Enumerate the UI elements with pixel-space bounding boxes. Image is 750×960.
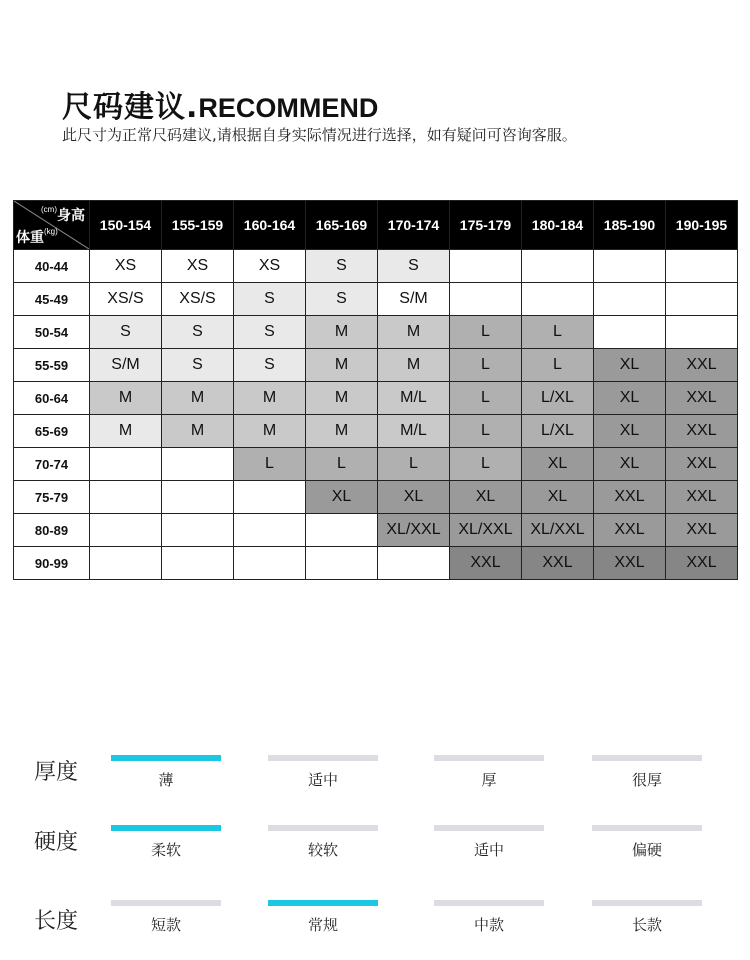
size-cell: M xyxy=(234,382,306,415)
height-label-text: 身高 xyxy=(57,207,85,223)
size-cell: XS/S xyxy=(162,283,234,316)
attribute-bar-selected xyxy=(111,825,221,831)
attribute-bar xyxy=(592,755,702,761)
size-cell: M/L xyxy=(378,382,450,415)
size-cell: L xyxy=(522,316,594,349)
size-cell: M xyxy=(234,415,306,448)
table-row xyxy=(14,316,738,349)
size-cell: S xyxy=(306,250,378,283)
size-cell: XXL xyxy=(666,382,738,415)
table-row xyxy=(14,250,738,283)
size-cell: L xyxy=(450,316,522,349)
attribute-option-label: 很厚 xyxy=(631,771,662,789)
size-cell: XS xyxy=(234,250,306,283)
size-cell: L xyxy=(450,382,522,415)
size-cell xyxy=(162,481,234,514)
size-cell: L xyxy=(306,448,378,481)
attribute-bar xyxy=(434,825,544,831)
size-cell: XXL xyxy=(666,547,738,580)
size-cell: XL xyxy=(306,481,378,514)
size-cell: XXL xyxy=(594,514,666,547)
size-cell: S xyxy=(162,349,234,382)
weight-label xyxy=(16,227,58,247)
size-cell: XL/XXL xyxy=(450,514,522,547)
size-cell: L/XL xyxy=(522,415,594,448)
size-cell xyxy=(594,316,666,349)
size-cell: L xyxy=(522,349,594,382)
height-unit: (cm) xyxy=(41,205,57,214)
height-column-header: 150-154 xyxy=(90,201,162,250)
weight-row-header: 70-74 xyxy=(14,448,90,481)
size-cell xyxy=(90,547,162,580)
size-cell: S xyxy=(234,349,306,382)
height-column-header: 170-174 xyxy=(378,201,450,250)
size-cell: XXL xyxy=(666,448,738,481)
size-cell xyxy=(522,250,594,283)
size-cell xyxy=(522,283,594,316)
attribute-label: 硬度 xyxy=(34,830,79,855)
size-cell: XL xyxy=(594,415,666,448)
size-cell: S xyxy=(234,283,306,316)
size-cell: L xyxy=(378,448,450,481)
size-cell: L xyxy=(450,448,522,481)
size-cell xyxy=(594,250,666,283)
height-label xyxy=(41,205,85,225)
size-cell: L/XL xyxy=(522,382,594,415)
size-cell: L xyxy=(234,448,306,481)
height-column-header: 160-164 xyxy=(234,201,306,250)
weight-row-header: 55-59 xyxy=(14,349,90,382)
size-cell: M/L xyxy=(378,415,450,448)
weight-row-header: 60-64 xyxy=(14,382,90,415)
attribute-row xyxy=(0,900,750,960)
weight-label-text: 体重 xyxy=(16,229,44,245)
size-cell: M xyxy=(90,382,162,415)
size-cell: M xyxy=(306,382,378,415)
size-cell xyxy=(378,547,450,580)
attribute-bar-selected xyxy=(268,900,378,906)
table-header-row xyxy=(14,201,738,250)
size-cell: XS xyxy=(90,250,162,283)
attribute-bar xyxy=(111,900,221,906)
table-row xyxy=(14,547,738,580)
title-en: RECOMMEND xyxy=(198,93,379,123)
size-cell: M xyxy=(162,382,234,415)
weight-row-header: 75-79 xyxy=(14,481,90,514)
size-cell: S/M xyxy=(90,349,162,382)
size-cell xyxy=(594,283,666,316)
attribute-option xyxy=(268,900,378,935)
size-cell xyxy=(450,250,522,283)
size-cell: XL xyxy=(594,349,666,382)
size-cell: M xyxy=(306,316,378,349)
weight-row-header: 40-44 xyxy=(14,250,90,283)
attribute-option xyxy=(111,755,221,790)
size-cell: XXL xyxy=(522,547,594,580)
height-column-header: 165-169 xyxy=(306,201,378,250)
attribute-option-label: 常规 xyxy=(307,916,338,934)
size-cell: XXL xyxy=(666,415,738,448)
attribute-option-label: 短款 xyxy=(150,916,181,934)
attribute-option xyxy=(434,825,544,860)
attribute-label: 长度 xyxy=(34,909,79,934)
size-cell: S xyxy=(162,316,234,349)
size-cell: XL/XXL xyxy=(378,514,450,547)
attribute-option-label: 厚 xyxy=(481,771,497,789)
size-cell: XS/S xyxy=(90,283,162,316)
subtitle: 此尺寸为正常尺码建议,请根据自身实际情况进行选择，如有疑问可咨询客服。 xyxy=(62,126,577,144)
height-column-header: 175-179 xyxy=(450,201,522,250)
size-cell: XXL xyxy=(666,514,738,547)
size-cell: S xyxy=(306,283,378,316)
attribute-option-label: 适中 xyxy=(307,771,338,789)
attribute-option-label: 长款 xyxy=(631,916,662,934)
weight-unit: (kg) xyxy=(44,227,58,236)
size-cell: XL xyxy=(594,448,666,481)
attribute-option xyxy=(111,825,221,860)
table-row xyxy=(14,448,738,481)
height-column-header: 190-195 xyxy=(666,201,738,250)
size-cell xyxy=(162,547,234,580)
size-cell xyxy=(666,250,738,283)
size-cell: XL xyxy=(594,382,666,415)
size-table xyxy=(13,200,738,580)
table-row xyxy=(14,415,738,448)
attribute-bar xyxy=(434,900,544,906)
size-cell: L xyxy=(450,349,522,382)
size-cell xyxy=(90,481,162,514)
size-cell: M xyxy=(378,349,450,382)
size-cell xyxy=(234,514,306,547)
size-cell xyxy=(666,283,738,316)
attribute-option xyxy=(434,900,544,935)
size-cell: XL xyxy=(450,481,522,514)
attribute-option xyxy=(592,900,702,935)
size-cell: XXL xyxy=(594,481,666,514)
size-cell xyxy=(306,514,378,547)
height-column-header: 185-190 xyxy=(594,201,666,250)
size-cell xyxy=(306,547,378,580)
size-cell: XL/XXL xyxy=(522,514,594,547)
table-row xyxy=(14,481,738,514)
size-cell: L xyxy=(450,415,522,448)
attribute-option xyxy=(268,825,378,860)
size-cell: M xyxy=(162,415,234,448)
size-cell xyxy=(234,547,306,580)
attribute-bar xyxy=(592,900,702,906)
size-cell: S xyxy=(378,250,450,283)
attribute-option-label: 较软 xyxy=(307,841,338,859)
table-row xyxy=(14,382,738,415)
size-cell: XXL xyxy=(666,481,738,514)
table-corner xyxy=(14,201,90,250)
weight-row-header: 65-69 xyxy=(14,415,90,448)
size-cell xyxy=(162,514,234,547)
attribute-row xyxy=(0,825,750,885)
weight-row-header: 50-54 xyxy=(14,316,90,349)
attribute-option xyxy=(434,755,544,790)
size-cell: XL xyxy=(522,448,594,481)
table-row xyxy=(14,283,738,316)
attribute-option-label: 薄 xyxy=(158,771,174,789)
size-cell: M xyxy=(90,415,162,448)
weight-row-header: 90-99 xyxy=(14,547,90,580)
attribute-option xyxy=(268,755,378,790)
table-row xyxy=(14,514,738,547)
attribute-option-label: 柔软 xyxy=(150,841,181,859)
attribute-bar-selected xyxy=(111,755,221,761)
size-cell xyxy=(90,514,162,547)
attribute-bar xyxy=(268,755,378,761)
attribute-option xyxy=(592,825,702,860)
table-row xyxy=(14,349,738,382)
attribute-option xyxy=(592,755,702,790)
size-cell: XS xyxy=(162,250,234,283)
size-cell xyxy=(162,448,234,481)
size-cell: M xyxy=(306,415,378,448)
attribute-option-label: 适中 xyxy=(473,841,504,859)
attribute-bar xyxy=(268,825,378,831)
size-cell: M xyxy=(306,349,378,382)
table-body xyxy=(14,250,738,580)
page-title xyxy=(62,82,378,126)
title-cn: 尺码建议. xyxy=(62,90,199,125)
size-cell: XXL xyxy=(450,547,522,580)
attribute-bar xyxy=(434,755,544,761)
size-cell: XL xyxy=(522,481,594,514)
size-cell xyxy=(450,283,522,316)
attribute-option-label: 偏硬 xyxy=(631,841,662,859)
attribute-row xyxy=(0,755,750,815)
weight-row-header: 80-89 xyxy=(14,514,90,547)
height-column-header: 155-159 xyxy=(162,201,234,250)
attribute-option xyxy=(111,900,221,935)
attribute-bar xyxy=(592,825,702,831)
attribute-option-label: 中款 xyxy=(473,916,504,934)
size-cell: S xyxy=(234,316,306,349)
size-cell: XXL xyxy=(594,547,666,580)
size-cell: M xyxy=(378,316,450,349)
attribute-label: 厚度 xyxy=(34,760,79,785)
size-cell xyxy=(90,448,162,481)
size-cell: S xyxy=(90,316,162,349)
size-cell: XXL xyxy=(666,349,738,382)
height-column-header: 180-184 xyxy=(522,201,594,250)
size-cell: S/M xyxy=(378,283,450,316)
weight-row-header: 45-49 xyxy=(14,283,90,316)
size-cell xyxy=(234,481,306,514)
size-cell: XL xyxy=(378,481,450,514)
size-cell xyxy=(666,316,738,349)
